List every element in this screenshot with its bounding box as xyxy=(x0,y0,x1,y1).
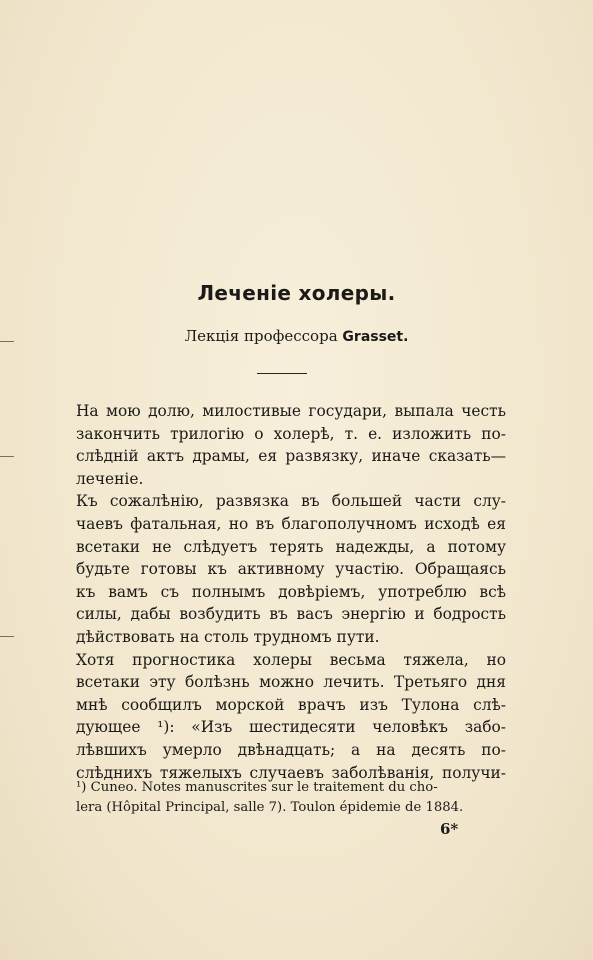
text-line: чаевъ фатальная, но въ благополучномъ исходѣ ея xyxy=(76,514,506,533)
footnote xyxy=(76,778,506,818)
professor-name: Grasset. xyxy=(342,329,409,345)
chapter-title: Леченіе холеры. xyxy=(197,281,396,305)
chapter-subtitle xyxy=(0,327,593,345)
subtitle-prefix: Лекція профессора xyxy=(184,327,338,345)
text-line: слѣдній актъ драмы, ея развязку, иначе сказать— xyxy=(76,447,506,466)
text-line: силы, дабы возбудить въ васъ энергію и бодрость xyxy=(76,605,506,624)
footnote-line: ¹) Cuneo. Notes manuscrites sur le traitement du cho- xyxy=(76,780,438,795)
text-line: Хотя прогностика холеры весьма тяжела, но xyxy=(76,650,506,669)
paragraph-2 xyxy=(76,490,506,648)
margin-mark xyxy=(0,456,14,457)
text-line: закончить трилогію о холерѣ, т. е. изложить по- xyxy=(76,424,506,443)
text-line: На мою долю, милостивые государи, выпала честь xyxy=(76,402,506,420)
text-line: всетаки не слѣдуетъ терять надежды, а потому xyxy=(76,537,506,556)
text-line: слѣднихъ тяжелыхъ случаевъ заболѣванія, получи- xyxy=(76,763,506,782)
text-line: всетаки эту болѣзнь можно лечить. Третьяго дня xyxy=(76,673,506,692)
paragraph-3 xyxy=(76,649,506,785)
text-line: дующее ¹): «Изъ шестидесяти человѣкъ забо- xyxy=(76,718,506,737)
footnote-line: lera (Hôpital Principal, salle 7). Toulon épidemie de 1884. xyxy=(76,800,464,815)
text-line: леченіе. xyxy=(76,469,144,488)
text-line: дѣйствовать на столь трудномъ пути. xyxy=(76,627,380,646)
text-line: лѣвшихъ умерло двѣнадцать; а на десять по- xyxy=(76,740,506,759)
title-divider xyxy=(257,373,307,374)
text-line: будьте готовы къ активному участію. Обращаясь xyxy=(76,560,506,579)
margin-mark xyxy=(0,636,14,637)
body-text xyxy=(76,400,506,784)
paragraph-1 xyxy=(76,400,506,490)
text-line: мнѣ сообщилъ морской врачъ изъ Тулона слѣ- xyxy=(76,695,506,714)
text-line: Къ сожалѣнію, развязка въ большей части слу- xyxy=(76,492,506,511)
text-line: къ вамъ съ полнымъ довѣріемъ, употреблю всѣ xyxy=(76,582,506,601)
page-number: 6* xyxy=(440,820,459,838)
